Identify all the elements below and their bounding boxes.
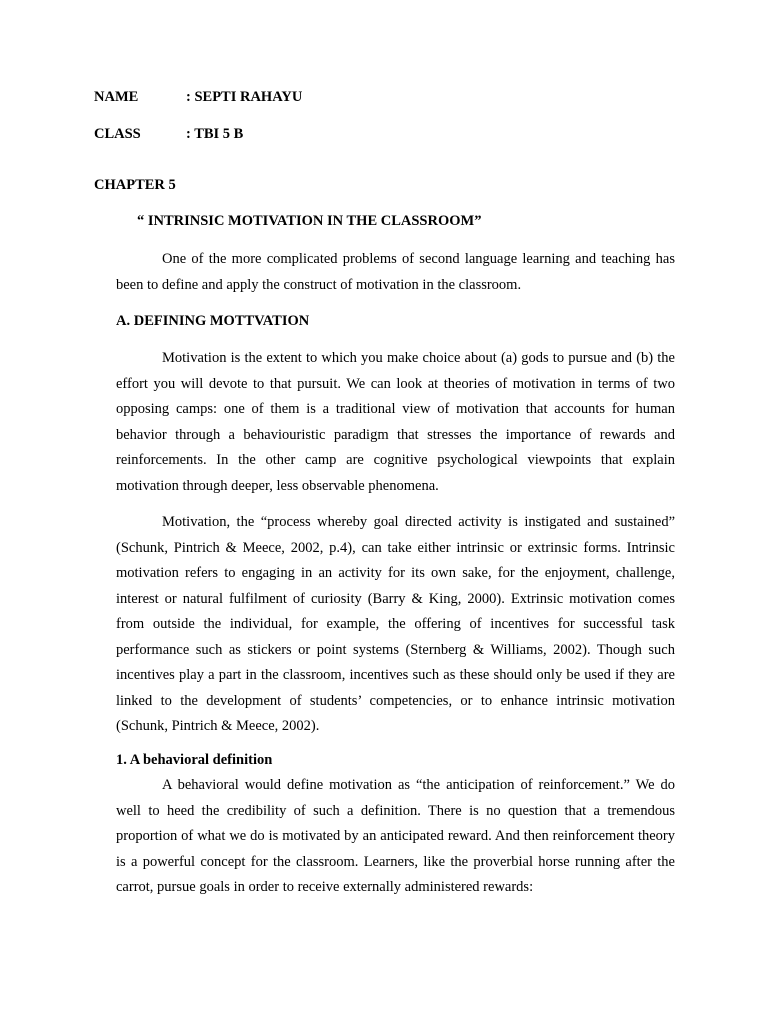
class-value: : TBI 5 B (186, 126, 244, 142)
section-a-heading: A. DEFINING MOTTVATION (116, 313, 310, 329)
name-label: NAME (94, 89, 139, 105)
class-label: CLASS (94, 126, 141, 142)
subsection-1-paragraph: A behavioral would define motivation as “the anticipation of reinforcement.” We do well to heed the credibility of such a definition. There is no question that a tremendous proportion of what we do is motivated by an anticipated reward. And then reinforcement theory is a powerful concept for the classroom. Learners, like the proverbial horse running after the carrot, pursue goals in order to receive externally administered rewards: (116, 777, 675, 895)
chapter-title: “ INTRINSIC MOTIVATION IN THE CLASSROOM” (137, 213, 482, 229)
section-a-paragraph-2: Motivation, the “process whereby goal directed activity is instigated and sustained” (Schunk, Pintrich & Meece, 2002, p.4), can take either intrinsic or extrinsic forms. Intrinsic motivation refers to engaging in an activity for its own sake, for the enjoyment, challenge, interest or natural fulfilment of curiosity (Barry & King, 2000). Extrinsic motivation comes from outside the individual, for example, the offering of incentives for successful task performance such as stickers or point systems (Sternberg & Williams, 2002). Though such incentives play a part in the classroom, incentives such as these should only be used if they are linked to the development of students’ competencies, or to enhance intrinsic motivation (Schunk, Pintrich & Meece, 2002). (116, 514, 675, 734)
subsection-1-heading: 1. A behavioral definition (116, 752, 273, 768)
chapter-label: CHAPTER 5 (94, 177, 176, 193)
intro-paragraph: One of the more complicated problems of second language learning and teaching has been to define and apply the construct of motivation in the classroom. (116, 251, 675, 293)
name-value: : SEPTI RAHAYU (186, 89, 303, 105)
section-a-paragraph-1: Motivation is the extent to which you make choice about (a) gods to pursue and (b) the effort you will devote to that pursuit. We can look at theories of motivation in terms of two opposing camps: one of them is a traditional view of motivation that accounts for human behavior through a behaviouristic paradigm that stresses the importance of rewards and reinforcements. In the other camp are cognitive psychological viewpoints that explain motivation through deeper, less observable phenomena. (116, 350, 675, 494)
